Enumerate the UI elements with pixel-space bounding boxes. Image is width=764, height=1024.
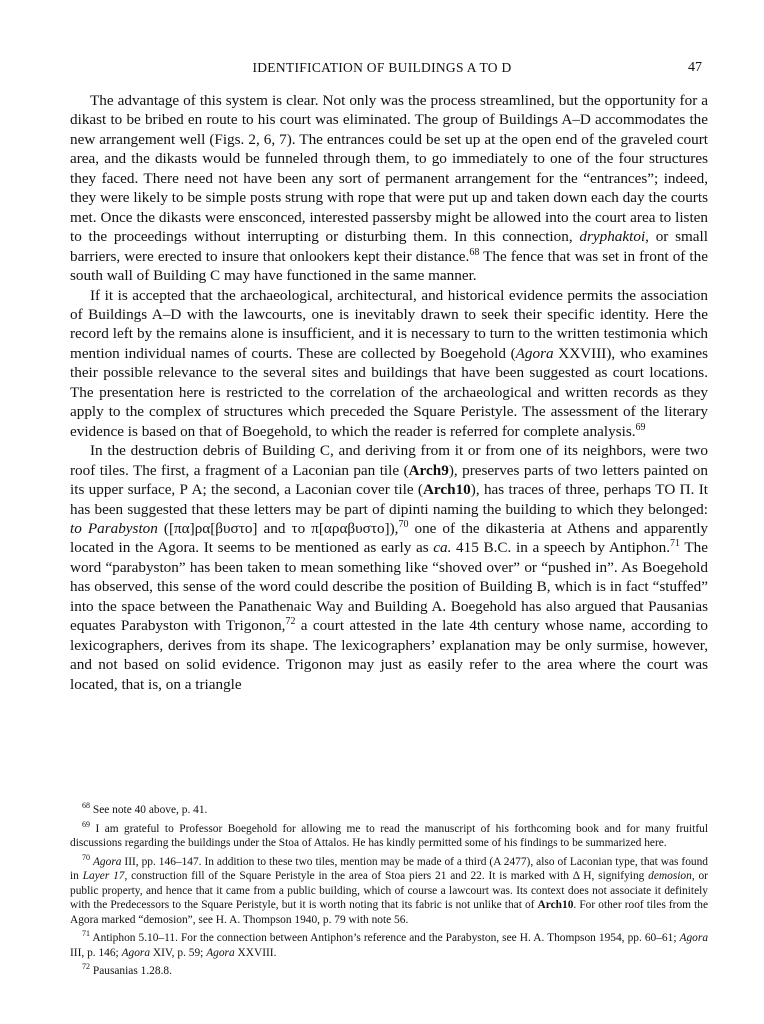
footnote-70: $^{70}$ Agora III, pp. 146–147. In addition to these two tiles, mention may be made of a third (A 2477), also of Laconian type, that was found in Layer 17, construction fill of the Square Peristyle in the area of Stoa piers 21 and 22. It is marked with Δ Η, signifying demosion, or public property, and hence that it came from a public building, which of course a lawcourt was. Its context does not associate it definitely with the Predecessors to the Square Peristyle, but it is worth noting that its fabric is not unlike that of Arch10. For other roof tiles from the Agora marked “demosion”, see H. A. Thompson 1940, p. 79 with note 56. [70, 852, 708, 926]
catalog-arch10: Arch10 [422, 481, 471, 499]
italic-ca: ca. [433, 539, 452, 557]
paragraph-2: If it is accepted that the archaeological, architectural, and historical evidence permits the association of Buildings A–D with the lawcourts, one is inevitably drawn to seek their specific identity. Here the record left by the remains alone is insufficient, and it is necessary to turn to the written testimonia which mention individual names of courts. These are collected by Boegehold (Agora XXVIII), who examines their possible relevance to the several sites and buildings that have been suggested as court locations. The presentation here is restricted to the correlation of the archaeological and written records as they apply to the complex of structures which preceded the Square Peristyle. The assessment of the literary evidence is based on that of Boegehold, to which the reader is referred for complete analysis.$^{69}$ [70, 286, 708, 440]
paragraph-1: The advantage of this system is clear. Not only was the process streamlined, but the opportunity for a dikast to be bribed en route to his court was eliminated. The group of Buildings A–D accommodates the new arrangement well (Figs. 2, 6, 7). The entrances could be set up at the open end of the graveled court area, and the dikasts would be funneled through them, to go immediately to one of the four structures they faced. There need not have been any sort of permanent arrangement for the “entrances”; indeed, they were likely to be simple posts strung with rope that were put up and taken down each day the courts met. Once the dikasts were ensconced, interested passersby might be allowed into the court area to listen to the proceedings without interrupting or disturbing them. In this connection, dryphaktoi, or small barriers, were erected to insure that onlookers kept their distance.$^{68}$ The fence that was set in front of the south wall of Building C may have functioned in the same manner. [70, 92, 708, 285]
page-number: 47 [688, 60, 702, 75]
footnote-72: $^{72}$ Pausanias 1.28.8. [82, 962, 172, 977]
page-header [0, 60, 764, 80]
footnote-71: $^{71}$ Antiphon 5.10–11. For the connection between Antiphon’s reference and the Parabyston, see H. A. Thompson 1954, pp. 60–61; Agora III, p. 146; Agora XIV, p. 59; Agora XXVIII. [70, 929, 709, 959]
italic-term: dryphaktoi [579, 228, 646, 246]
footnote-68: $^{68}$ See note 40 above, p. 41. [82, 801, 208, 816]
footnote-ref-71: 71 [670, 538, 681, 550]
paragraph-3: In the destruction debris of Building C, and deriving from it or from one of its neighbors, were two roof tiles. The first, a fragment of a Laconian pan tile (Arch9), preserves parts of two letters painted on its upper surface, Ρ Α; the second, a Laconian cover tile (Arch10), has traces of three, perhaps ΤΟ Π. It has been suggested that these letters may be part of dipinti naming the building to which they belonged: to Parabyston ([πα]ρα[βυστο] and το π[αραβυστο]),$^{70}$ one of the dikasteria at Athens and apparently located in the Agora. It seems to be mentioned as early as ca. 415 B.C. in a speech by Antiphon.$^{71}$ The word “parabyston” has been taken to mean something like “shoved over” or “pushed in”. As Boegehold has observed, this sense of the word could describe the position of Building B, which is in fact “stuffed” into the space between the Panathenaic Way and Building A. Boegehold has also argued that Pausanias equates Parabyston with Trigonon,$^{72}$ a court attested in the late 4th century whose name, according to lexicographers, derives from its shape. The lexicographers’ explanation may be only surmise, however, and not based on solid evidence. Trigonon may just as easily refer to the area where the court was located, that is, on a triangle [70, 442, 709, 693]
footnote-69: $^{69}$ I am grateful to Professor Boegehold for allowing me to read the manuscript of his forthcoming book and for many fruitful discussions regarding the buildings under the Stoa of Attalos. He has kindly permitted some of his findings to be summarized here. [70, 819, 708, 849]
italic-agora: Agora [515, 344, 554, 362]
bc-label: B.C. [483, 539, 512, 557]
main-text [70, 91, 708, 694]
catalog-arch9: Arch9 [408, 461, 449, 479]
footnotes [70, 803, 708, 983]
italic-parabyston: to Parabyston [70, 519, 158, 537]
footnote-ref-70: 70 [398, 518, 409, 530]
running-title: IDENTIFICATION OF BUILDINGS A TO D [252, 60, 512, 75]
footnote-ref-69: 69 [635, 421, 646, 433]
footnote-ref-68: 68 [469, 246, 480, 258]
footnote-ref-72: 72 [285, 616, 296, 628]
